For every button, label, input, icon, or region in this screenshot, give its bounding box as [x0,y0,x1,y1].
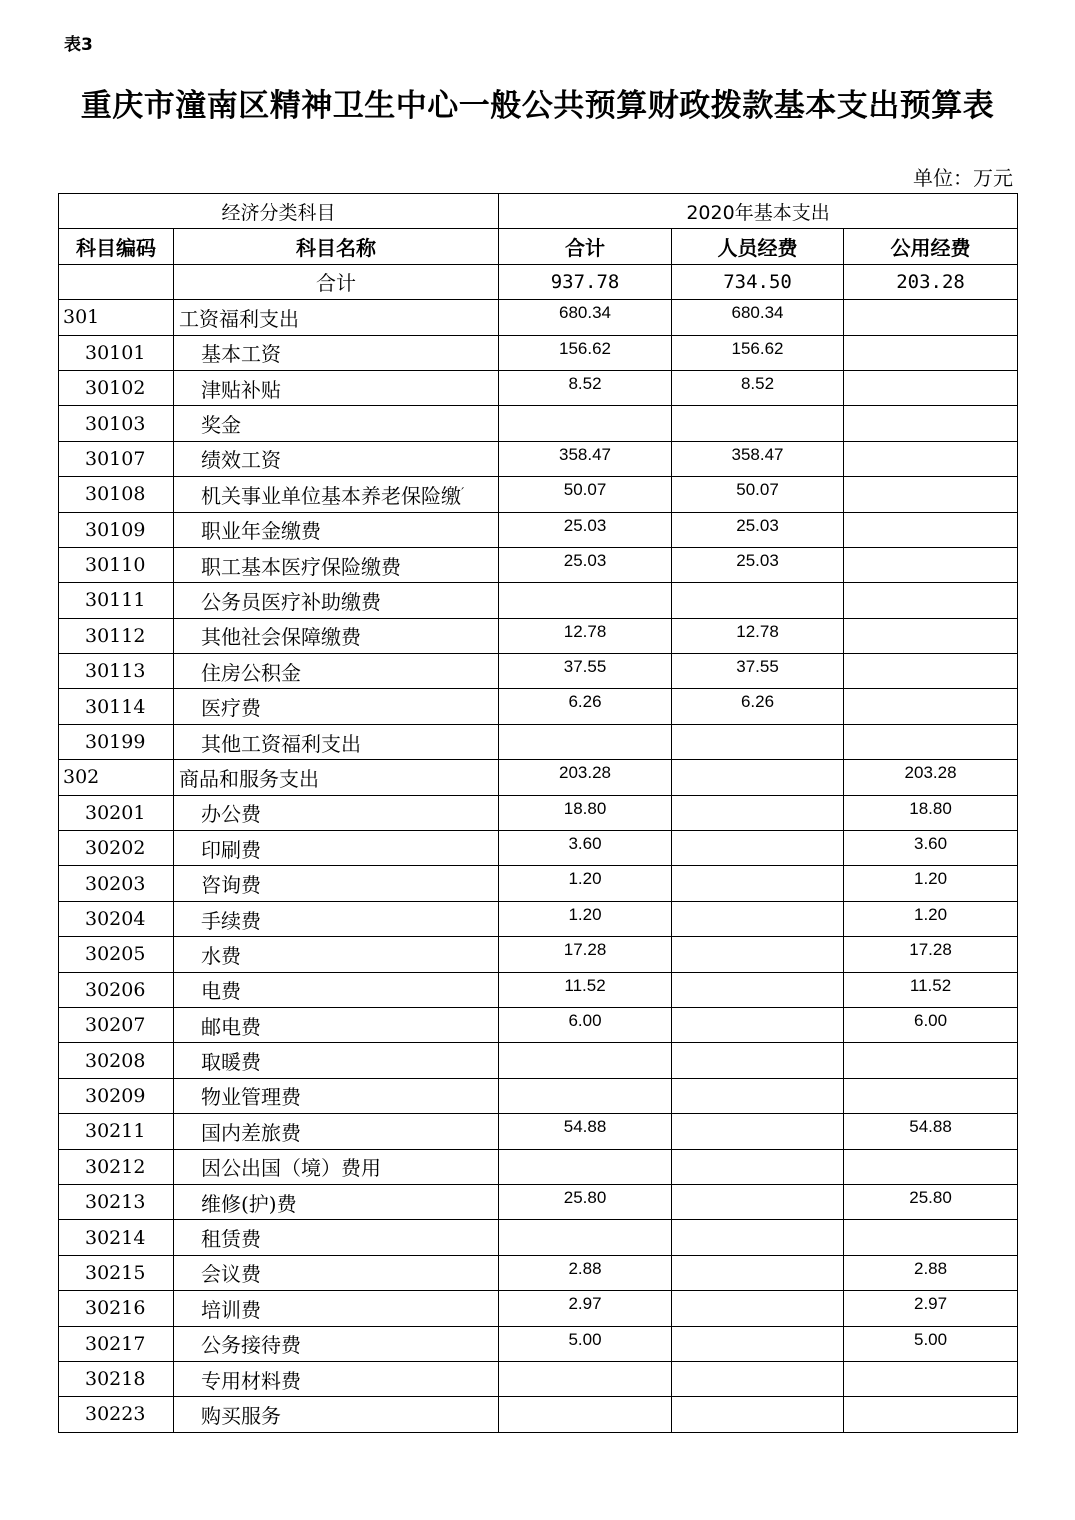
row-name: 取暖费 [174,1043,499,1078]
row-code: 30114 [59,689,174,724]
row-public: 3.60 [844,831,1018,866]
table-row [59,1114,1018,1149]
row-total: 50.07 [499,477,672,512]
row-name: 物业管理费 [174,1078,499,1113]
row-code: 30211 [59,1114,174,1149]
row-code: 30113 [59,654,174,689]
row-name: 专用材料费 [174,1361,499,1396]
row-personnel [672,1078,844,1113]
row-total: 3.60 [499,831,672,866]
row-code: 30110 [59,547,174,582]
row-personnel: 12.78 [672,618,844,653]
row-name: 会议费 [174,1255,499,1290]
header-group-row [59,194,1018,229]
row-personnel [672,583,844,618]
row-total: 25.03 [499,512,672,547]
row-code: 30101 [59,335,174,370]
row-name: 绩效工资 [174,441,499,476]
row-code: 30205 [59,937,174,972]
row-name: 办公费 [174,795,499,830]
header-public: 公用经费 [844,229,1018,264]
row-total [499,724,672,759]
row-personnel [672,1220,844,1255]
summary-row [59,264,1018,299]
row-code: 30109 [59,512,174,547]
row-personnel: 680.34 [672,300,844,335]
row-public [844,1220,1018,1255]
row-total [499,1078,672,1113]
row-total: 1.20 [499,866,672,901]
row-personnel [672,831,844,866]
row-name: 印刷费 [174,831,499,866]
row-personnel: 25.03 [672,512,844,547]
table-row [59,1291,1018,1326]
summary-public: 203.28 [844,264,1018,299]
row-public: 5.00 [844,1326,1018,1361]
row-public: 2.88 [844,1255,1018,1290]
row-code: 302 [59,760,174,795]
row-code: 30202 [59,831,174,866]
row-public: 2.97 [844,1291,1018,1326]
row-public [844,724,1018,759]
row-code: 30215 [59,1255,174,1290]
row-code: 30204 [59,901,174,936]
table-row [59,1184,1018,1219]
row-personnel [672,1361,844,1396]
row-public [844,477,1018,512]
row-public [844,618,1018,653]
row-total: 25.03 [499,547,672,582]
row-total: 37.55 [499,654,672,689]
row-total: 6.00 [499,1007,672,1042]
row-name: 公务接待费 [174,1326,499,1361]
table-row [59,795,1018,830]
row-public: 25.80 [844,1184,1018,1219]
row-public: 11.52 [844,972,1018,1007]
table-row [59,760,1018,795]
unit-label: 单位：万元 [913,166,1013,190]
row-public: 54.88 [844,1114,1018,1149]
row-code: 30112 [59,618,174,653]
row-total [499,1043,672,1078]
budget-table [58,193,1018,1433]
row-code: 30209 [59,1078,174,1113]
row-personnel [672,1291,844,1326]
row-code: 30218 [59,1361,174,1396]
row-total [499,1397,672,1432]
row-total: 358.47 [499,441,672,476]
row-total: 8.52 [499,370,672,405]
row-code: 30213 [59,1184,174,1219]
table-row [59,1007,1018,1042]
summary-personnel: 734.50 [672,264,844,299]
page-title: 重庆市潼南区精神卫生中心一般公共预算财政拨款基本支出预算表 [80,88,995,124]
row-personnel [672,937,844,972]
row-personnel [672,1397,844,1432]
row-public [844,441,1018,476]
table-row [59,1220,1018,1255]
row-public: 203.28 [844,760,1018,795]
row-personnel: 358.47 [672,441,844,476]
table-row [59,441,1018,476]
row-code: 30107 [59,441,174,476]
table-row [59,406,1018,441]
row-name: 商品和服务支出 [174,760,499,795]
summary-total: 937.78 [499,264,672,299]
row-public [844,1397,1018,1432]
row-public [844,1361,1018,1396]
table-row [59,1078,1018,1113]
row-name: 公务员医疗补助缴费 [174,583,499,618]
row-public: 17.28 [844,937,1018,972]
row-personnel [672,1255,844,1290]
row-total: 680.34 [499,300,672,335]
table-row [59,689,1018,724]
row-public [844,300,1018,335]
row-public: 1.20 [844,901,1018,936]
summary-label: 合计 [174,264,499,299]
row-total: 18.80 [499,795,672,830]
row-total: 5.00 [499,1326,672,1361]
row-code: 30223 [59,1397,174,1432]
table-row [59,1255,1018,1290]
row-name: 津贴补贴 [174,370,499,405]
row-code: 30206 [59,972,174,1007]
row-public [844,547,1018,582]
row-code: 30208 [59,1043,174,1078]
table-row [59,477,1018,512]
table-row [59,1043,1018,1078]
row-public [844,583,1018,618]
row-code: 30217 [59,1326,174,1361]
row-name: 其他工资福利支出 [174,724,499,759]
row-name: 医疗费 [174,689,499,724]
summary-code [59,264,174,299]
row-name: 基本工资 [174,335,499,370]
row-personnel [672,1149,844,1184]
table-row [59,583,1018,618]
row-name: 购买服务 [174,1397,499,1432]
row-name: 邮电费 [174,1007,499,1042]
header-name: 科目名称 [174,229,499,264]
table-row [59,370,1018,405]
row-total [499,1149,672,1184]
row-total [499,1361,672,1396]
row-code: 30102 [59,370,174,405]
row-total: 17.28 [499,937,672,972]
header-basic-expenditure: 2020年基本支出 [499,194,1018,229]
row-personnel [672,866,844,901]
row-personnel [672,795,844,830]
table-row [59,1361,1018,1396]
table-row [59,512,1018,547]
row-personnel: 156.62 [672,335,844,370]
table-row [59,1149,1018,1184]
row-personnel: 8.52 [672,370,844,405]
row-total: 203.28 [499,760,672,795]
row-total: 11.52 [499,972,672,1007]
row-total: 2.88 [499,1255,672,1290]
table-row [59,618,1018,653]
row-personnel: 50.07 [672,477,844,512]
table-row [59,654,1018,689]
row-name: 职业年金缴费 [174,512,499,547]
table-row [59,831,1018,866]
table-row [59,866,1018,901]
row-code: 30216 [59,1291,174,1326]
row-public [844,1149,1018,1184]
table-row [59,547,1018,582]
row-personnel: 25.03 [672,547,844,582]
row-name: 其他社会保障缴费 [174,618,499,653]
row-name: 住房公积金 [174,654,499,689]
row-personnel [672,972,844,1007]
table-row [59,937,1018,972]
row-name: 奖金 [174,406,499,441]
row-public [844,1078,1018,1113]
row-total: 2.97 [499,1291,672,1326]
row-code: 30214 [59,1220,174,1255]
row-code: 30212 [59,1149,174,1184]
row-code: 30103 [59,406,174,441]
row-personnel [672,1326,844,1361]
row-public [844,370,1018,405]
row-total: 1.20 [499,901,672,936]
row-code: 30201 [59,795,174,830]
table-row [59,1397,1018,1432]
row-name: 培训费 [174,1291,499,1326]
row-personnel [672,760,844,795]
row-total: 12.78 [499,618,672,653]
row-public [844,335,1018,370]
row-name: 国内差旅费 [174,1114,499,1149]
row-name: 咨询费 [174,866,499,901]
row-public: 1.20 [844,866,1018,901]
row-personnel [672,1184,844,1219]
row-personnel [672,901,844,936]
row-code: 30111 [59,583,174,618]
row-code: 30199 [59,724,174,759]
row-total [499,406,672,441]
row-code: 30207 [59,1007,174,1042]
row-public [844,406,1018,441]
row-total [499,1220,672,1255]
table-row [59,901,1018,936]
row-public [844,512,1018,547]
row-personnel [672,1114,844,1149]
row-code: 30203 [59,866,174,901]
row-total [499,583,672,618]
row-personnel: 37.55 [672,654,844,689]
table-row [59,300,1018,335]
row-personnel: 6.26 [672,689,844,724]
row-public [844,689,1018,724]
table-row [59,724,1018,759]
table-row [59,1326,1018,1361]
row-name: 机关事业单位基本养老保险缴 ´ [174,477,499,512]
header-code: 科目编码 [59,229,174,264]
row-public [844,1043,1018,1078]
row-name: 职工基本医疗保险缴费 [174,547,499,582]
header-column-row [59,229,1018,264]
table-row [59,972,1018,1007]
row-name: 租赁费 [174,1220,499,1255]
row-personnel [672,406,844,441]
row-name: 因公出国（境）费用 [174,1149,499,1184]
row-public [844,654,1018,689]
row-name: 水费 [174,937,499,972]
row-name: 电费 [174,972,499,1007]
header-economic-category: 经济分类科目 [59,194,499,229]
row-public: 6.00 [844,1007,1018,1042]
row-personnel [672,1007,844,1042]
row-total: 156.62 [499,335,672,370]
row-name: 维修(护)费 [174,1184,499,1219]
row-total: 25.80 [499,1184,672,1219]
row-total: 54.88 [499,1114,672,1149]
row-public: 18.80 [844,795,1018,830]
row-total: 6.26 [499,689,672,724]
row-personnel [672,724,844,759]
table-number: 表3 [64,35,93,55]
header-personnel: 人员经费 [672,229,844,264]
row-personnel [672,1043,844,1078]
row-name: 手续费 [174,901,499,936]
row-code: 30108 [59,477,174,512]
header-total: 合计 [499,229,672,264]
table-row [59,335,1018,370]
row-name: 工资福利支出 [174,300,499,335]
row-code: 301 [59,300,174,335]
